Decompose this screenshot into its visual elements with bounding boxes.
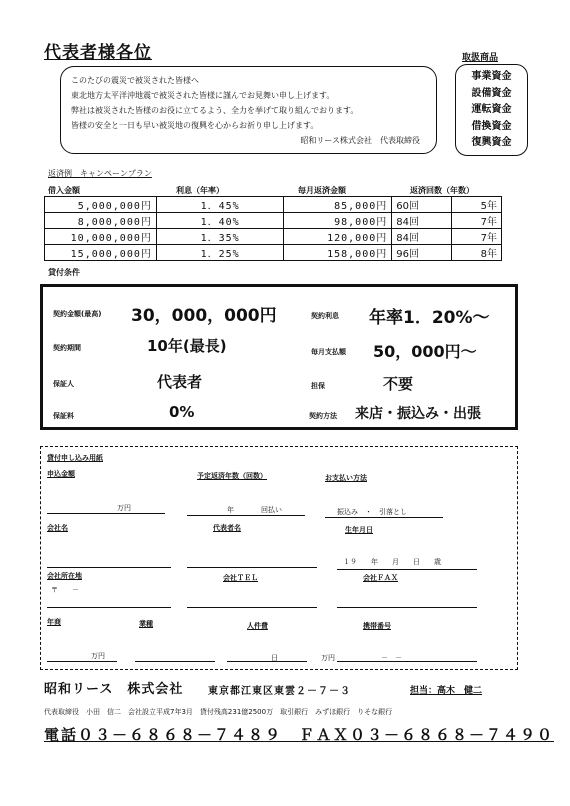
rep-name-field[interactable] bbox=[187, 567, 317, 568]
cell-monthly: 120,000円 bbox=[284, 229, 392, 245]
form-title: 貸付申し込み用紙 bbox=[47, 454, 103, 462]
cell-amount: 15,000,000円 bbox=[45, 245, 157, 261]
rep-name-label: 代表者名 bbox=[213, 524, 241, 532]
cell-count: 60回 bbox=[392, 197, 452, 213]
cell-amount: 10,000,000円 bbox=[45, 229, 157, 245]
table-row bbox=[45, 213, 502, 229]
table-row bbox=[45, 245, 502, 261]
col-header-interest: 利息（年率） bbox=[176, 186, 224, 195]
product-item: 復興資金 bbox=[471, 137, 512, 148]
product-item: 借換資金 bbox=[471, 120, 512, 132]
industry-field[interactable] bbox=[135, 661, 215, 662]
industry-label: 業種 bbox=[139, 620, 153, 628]
conditions-box bbox=[40, 284, 518, 430]
cell-interest: 1．40% bbox=[156, 213, 284, 229]
cell-monthly: 98,000円 bbox=[284, 213, 392, 229]
mobile-dashes: － － bbox=[381, 654, 402, 662]
method-value: 来店・振込み・出張 bbox=[355, 406, 481, 422]
table-row bbox=[45, 197, 502, 213]
apply-amount-field[interactable] bbox=[47, 513, 165, 514]
guarantor-value: 代表者 bbox=[157, 373, 203, 391]
interest-value: 年率1．20%～ bbox=[369, 308, 490, 328]
monthly-label: 毎月支払額 bbox=[311, 348, 346, 356]
message-signature: 昭和リース株式会社 代表取締役 bbox=[300, 136, 420, 145]
cell-interest: 1．45% bbox=[156, 197, 284, 213]
revenue-label: 年商 bbox=[47, 618, 61, 626]
message-line: 弊社は被災された皆様のお役に立てるよう、全力を挙げて取り組んでおります。 bbox=[71, 106, 359, 115]
employees-unit: 日 bbox=[271, 654, 278, 662]
phone-fax[interactable]: 電話０３－６８６８－７４８９ ＦＡＸ０３－６８６８－７４９０ bbox=[44, 726, 555, 744]
products-title: 取扱商品 bbox=[462, 53, 499, 63]
amount-label: 契約金額(最高) bbox=[53, 310, 102, 318]
period-value: 10年(最長) bbox=[147, 337, 227, 355]
product-item: 運転資金 bbox=[471, 104, 512, 115]
employees-label: 人件費 bbox=[247, 622, 268, 630]
address-label: 会社所在地 bbox=[47, 572, 82, 580]
col-header-count: 返済回数（年数） bbox=[410, 186, 474, 195]
interest-label: 契約利息 bbox=[311, 312, 339, 320]
product-item: 事業資金 bbox=[471, 71, 512, 82]
repayment-table bbox=[44, 196, 502, 261]
conditions-title: 貸付条件 bbox=[48, 268, 80, 277]
message-line: 東北地方太平洋沖地震で被災された皆様に謹んでお見舞い申し上げます。 bbox=[71, 91, 335, 100]
message-line: このたびの震災で被災された皆様へ bbox=[71, 76, 199, 85]
company-name-field[interactable] bbox=[47, 567, 171, 568]
birth-field[interactable]: １９ 年 月 日 歳 bbox=[343, 558, 441, 566]
revenue-unit: 万円 bbox=[91, 652, 105, 660]
message-line: 皆様の安全と一日も早い被災地の復興を心からお祈り申し上げます。 bbox=[71, 121, 319, 130]
payment-label: お支払い方法 bbox=[325, 474, 367, 482]
birth-line bbox=[337, 569, 477, 570]
page-title: 代表者様各位 bbox=[44, 43, 152, 63]
company-address: 東京都江東区東雲２－７－３ bbox=[208, 686, 351, 697]
postal-code: 〒 － bbox=[51, 586, 79, 594]
collateral-value: 不要 bbox=[383, 375, 414, 393]
apply-amount-label: 申込金額 bbox=[47, 470, 75, 478]
col-header-monthly: 毎月返済金額 bbox=[298, 186, 346, 195]
employees-field[interactable] bbox=[227, 661, 307, 662]
products-list bbox=[455, 64, 528, 156]
cell-years: 5年 bbox=[452, 197, 502, 213]
tel-label: 会社ＴＥＬ bbox=[223, 574, 258, 582]
mobile-field[interactable] bbox=[337, 661, 477, 662]
cell-count: 84回 bbox=[392, 213, 452, 229]
campaign-title: 返済例 キャンペーンプラン bbox=[48, 169, 152, 178]
company-name: 昭和リース 株式会社 bbox=[44, 682, 184, 697]
period-label: 契約期間 bbox=[53, 344, 81, 352]
salary-unit: 万円 bbox=[321, 654, 335, 662]
method-label: 契約方法 bbox=[309, 412, 337, 420]
product-item: 設備資金 bbox=[471, 87, 512, 99]
cell-interest: 1．25% bbox=[156, 245, 284, 261]
amount-value: 30，000，000円 bbox=[131, 306, 277, 326]
cell-years: 7年 bbox=[452, 229, 502, 245]
cell-years: 8年 bbox=[452, 245, 502, 261]
plan-field[interactable] bbox=[187, 515, 305, 516]
fee-label: 保証料 bbox=[53, 412, 74, 420]
tel-field[interactable] bbox=[187, 607, 317, 608]
cell-count: 96回 bbox=[392, 245, 452, 261]
plan-label: 予定返済年数（回数） bbox=[197, 472, 267, 480]
monthly-value: 50，000円～ bbox=[373, 342, 477, 361]
plan-times-unit: 回払い bbox=[261, 506, 282, 514]
cell-monthly: 85,000円 bbox=[284, 197, 392, 213]
message-box bbox=[60, 66, 437, 154]
address-field[interactable] bbox=[47, 607, 171, 608]
fax-field[interactable] bbox=[337, 607, 477, 608]
contact-person: 担当：高木 健二 bbox=[410, 686, 483, 696]
fax-label: 会社ＦＡＸ bbox=[363, 574, 398, 582]
birth-label: 生年月日 bbox=[345, 526, 373, 534]
collateral-label: 担保 bbox=[311, 382, 325, 390]
payment-choice[interactable]: 振込み ・ 引落とし bbox=[337, 508, 407, 516]
revenue-field[interactable] bbox=[47, 661, 117, 662]
cell-monthly: 158,000円 bbox=[284, 245, 392, 261]
company-name-label: 会社名 bbox=[47, 524, 68, 532]
guarantor-label: 保証人 bbox=[53, 380, 74, 388]
col-header-amount: 借入金額 bbox=[48, 186, 80, 195]
table-row bbox=[45, 229, 502, 245]
fee-value: 0% bbox=[169, 403, 195, 421]
cell-years: 7年 bbox=[452, 213, 502, 229]
payment-line bbox=[325, 517, 443, 518]
company-info: 代表取締役 小田 信二 会社設立平成7年3月 貸付残高231億2500万 取引銀行 みずほ銀行 りそな銀行 bbox=[44, 708, 393, 716]
cell-amount: 8,000,000円 bbox=[45, 213, 157, 229]
apply-amount-unit: 万円 bbox=[117, 504, 131, 512]
cell-interest: 1．35% bbox=[156, 229, 284, 245]
cell-count: 84回 bbox=[392, 229, 452, 245]
application-form bbox=[40, 446, 518, 670]
mobile-label: 携帯番号 bbox=[363, 622, 391, 630]
plan-year-unit: 年 bbox=[227, 506, 234, 514]
cell-amount: 5,000,000円 bbox=[45, 197, 157, 213]
